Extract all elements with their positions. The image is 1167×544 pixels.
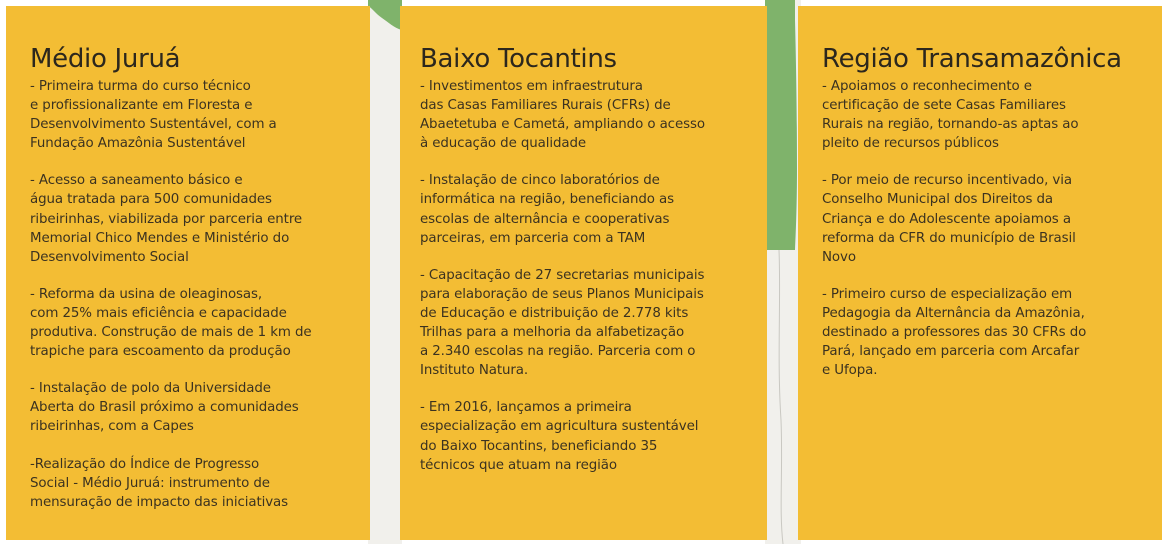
map-fragment-left: [368, 0, 402, 544]
list-item: - Acesso a saneamento básico e água tratada para 500 comunidades ribeirinhas, viabilizada por parceria entre Memorial Chico Mendes e Ministério do Desenvolvimento Social: [30, 173, 303, 265]
list-item: - Reforma da usina de oleaginosas, com 25% mais eficiência e capacidade produtiva. Construção de mais de 1 km de trapiche para escoamento da produção: [30, 286, 312, 360]
card-title: Região Transamazônica: [822, 44, 1122, 74]
card-items: [420, 77, 767, 475]
card-baixo-tocantins: [400, 6, 767, 540]
card-medio-jurua: [6, 6, 370, 540]
map-fragment-right-shape: [765, 0, 801, 544]
list-item: -Realização do Índice de Progresso Social - Médio Juruá: instrumento de mensuração de impacto das iniciativas: [30, 456, 289, 510]
list-item: - Instalação de cinco laboratórios de informática na região, beneficiando as escolas de alternância e cooperativas parceiras, em parceria com a TAM: [420, 173, 674, 246]
card-items: [822, 77, 1162, 380]
list-item: - Por meio de recurso incentivado, via Conselho Municipal dos Direitos da Criança e do Adolescente apoiamos a reforma da CFR do município de Brasil Novo: [822, 173, 1076, 265]
list-item: - Primeiro curso de especialização em Pedagogia da Alternância da Amazônia, destinado a professores das 30 CFRs do Pará, lançado em parceria com Arcafar e Ufopa.: [822, 286, 1087, 379]
list-item: - Apoiamos o reconhecimento e certificação de sete Casas Familiares Rurais na região, tornando-as aptas ao pleito de recursos públicos: [822, 79, 1079, 152]
map-fragment-right: [765, 0, 801, 544]
card-title: Baixo Tocantins: [420, 44, 617, 74]
map-fragment-left-shape: [368, 0, 402, 544]
list-item: - Investimentos em infraestrutura das Casas Familiares Rurais (CFRs) de Abaetetuba e Cametá, ampliando o acesso à educação de qualidade: [420, 79, 705, 152]
card-regiao-transamazonica: [798, 6, 1162, 540]
list-item: - Em 2016, lançamos a primeira especialização em agricultura sustentável do Baixo Tocantins, beneficiando 35 técnicos que atuam na região: [420, 400, 699, 473]
card-title: Médio Juruá: [30, 44, 181, 74]
card-items: [30, 77, 370, 512]
list-item: - Capacitação de 27 secretarias municipais para elaboração de seus Planos Municipais de Educação e distribuição de 2.778 kits Trilhas para a melhoria da alfabetização a 2.340 escolas na região. Parceria com o Instituto Natura.: [420, 267, 705, 379]
list-item: - Primeira turma do curso técnico e profissionalizante em Floresta e Desenvolvimento Sustentável, com a Fundação Amazônia Sustentável: [30, 79, 277, 152]
list-item: - Instalação de polo da Universidade Aberta do Brasil próximo a comunidades ribeirinhas, com a Capes: [30, 381, 299, 435]
